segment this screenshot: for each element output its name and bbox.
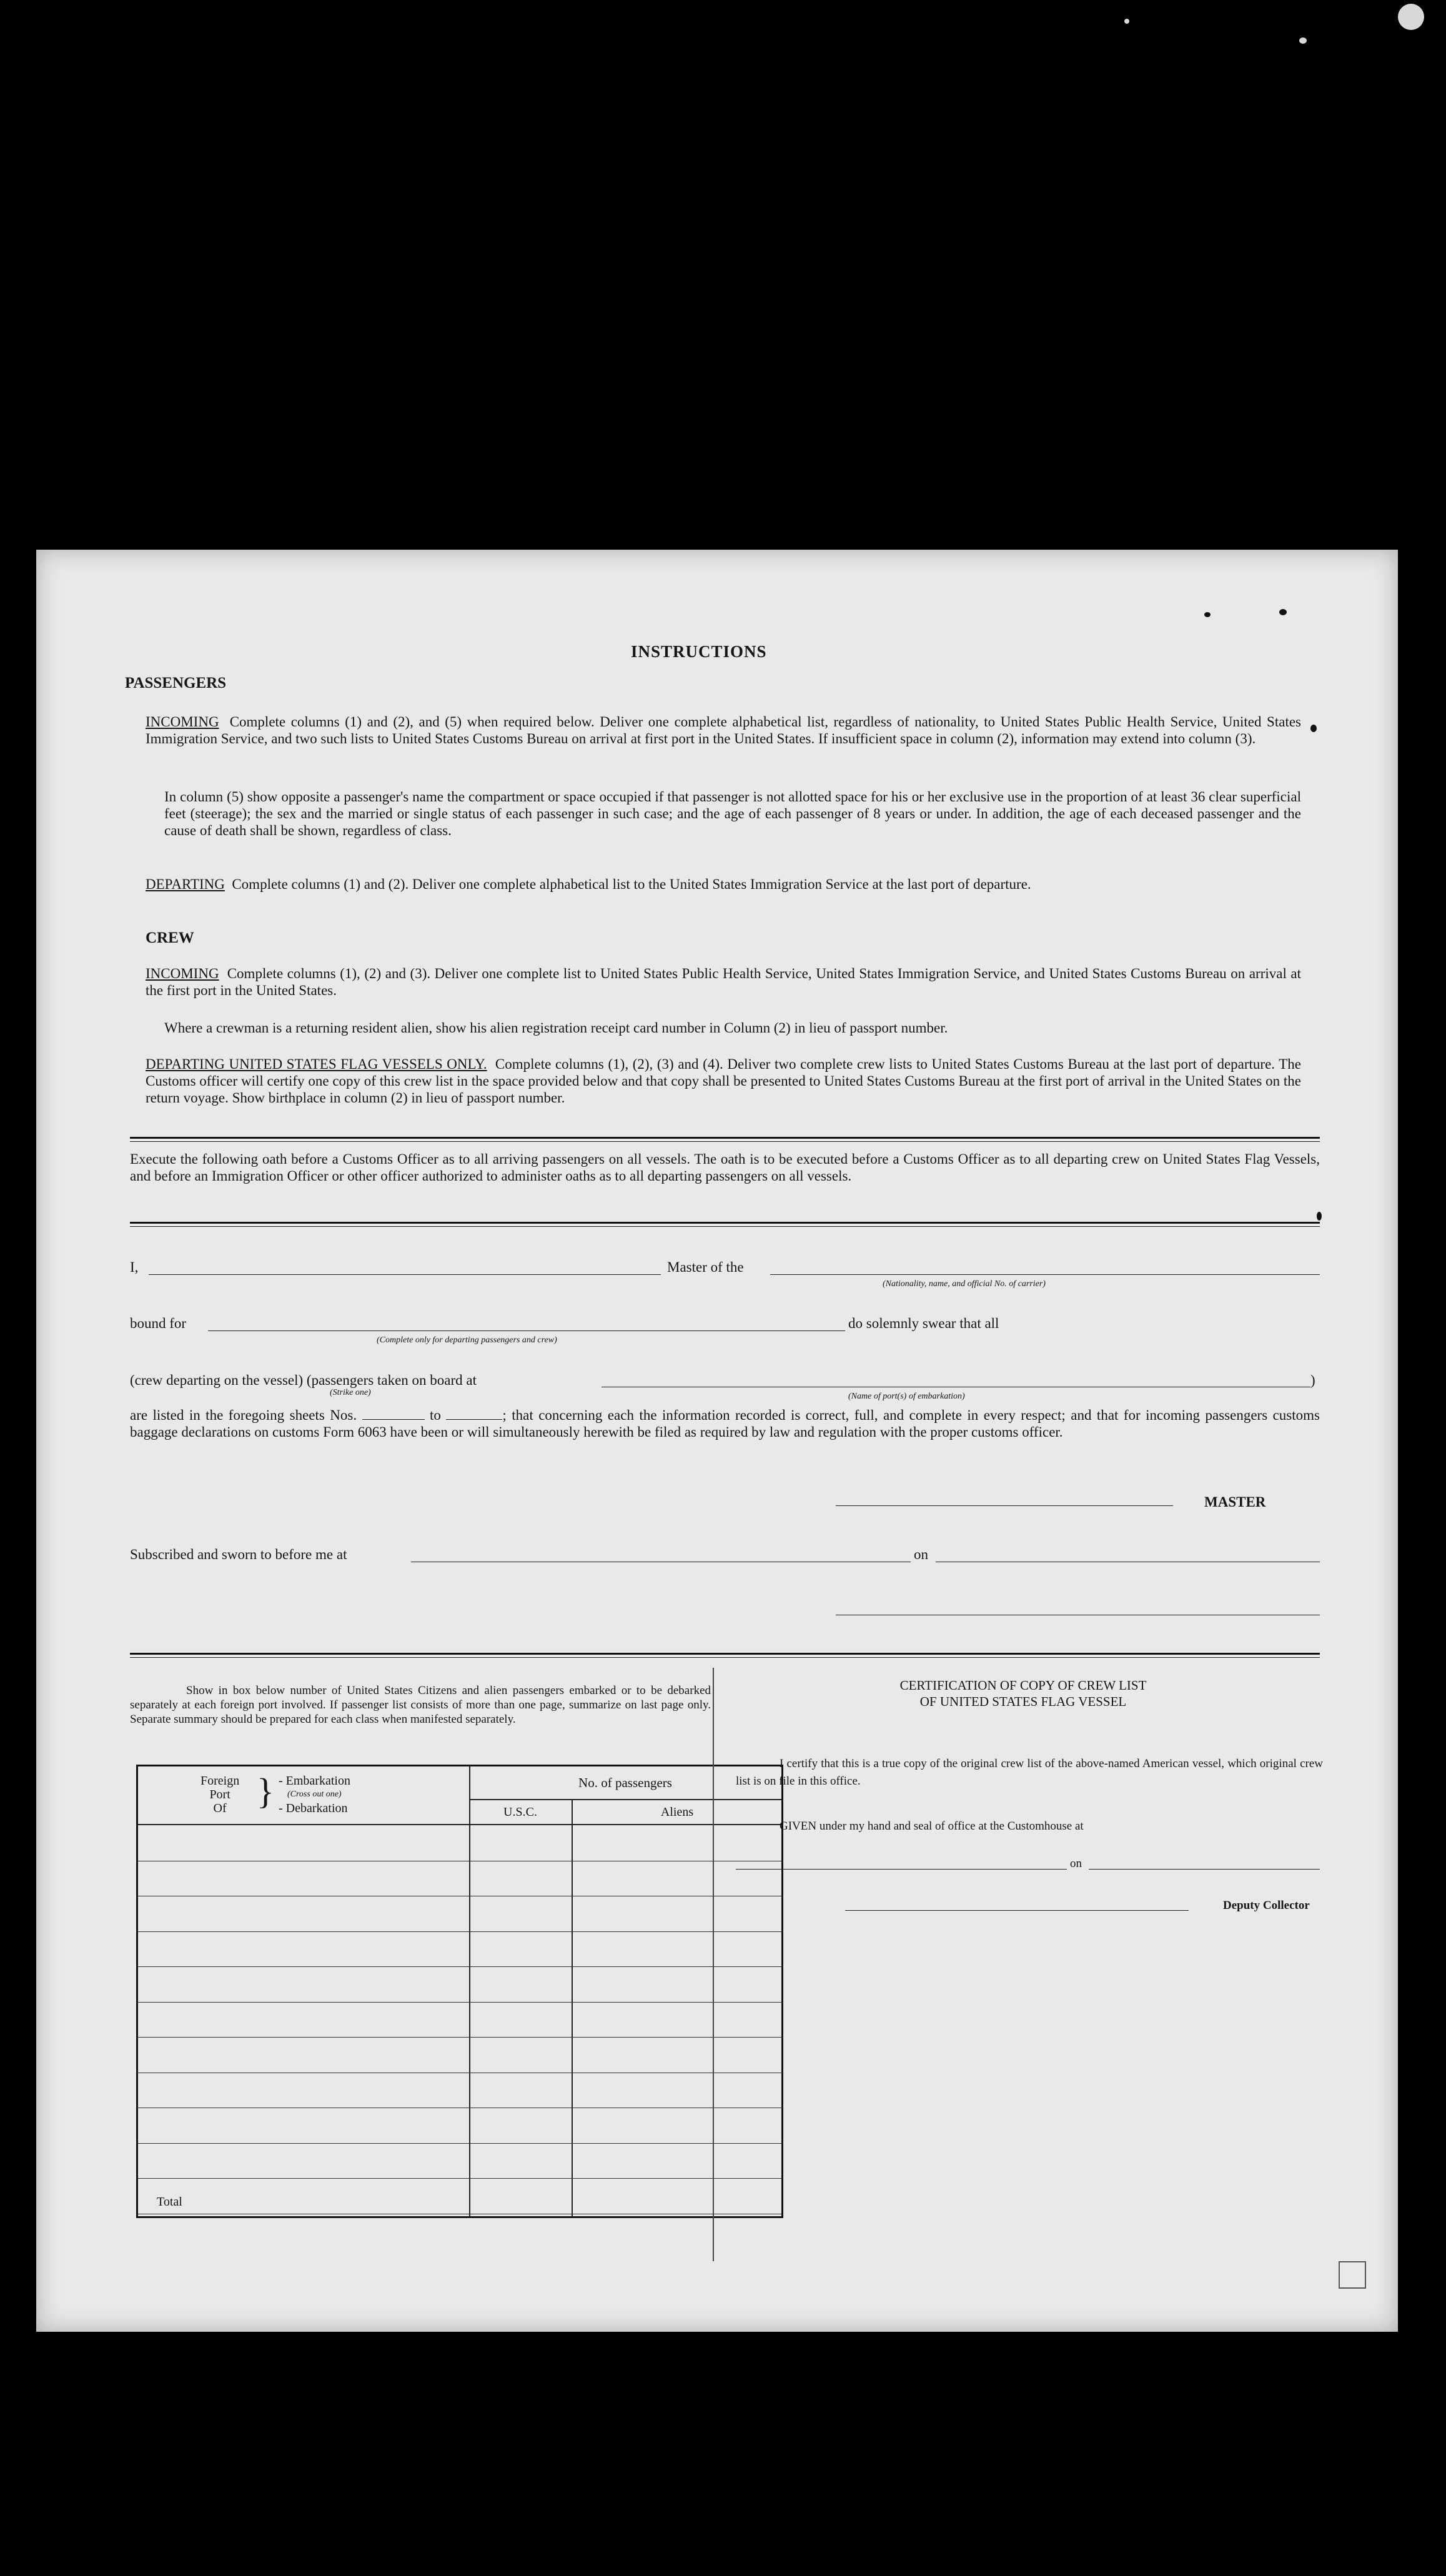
passengers-heading: PASSENGERS: [125, 675, 227, 691]
departing-text: Complete columns (1) and (2). Deliver one complete alphabetical list to the United States Immigration Service at the last port of departure.: [232, 876, 1031, 892]
crew-departing-text: Complete columns (1), (2), (3) and (4). Deliver two complete crew lists to United States Customs Bureau at the last port of departure. The Customs officer will certify one copy of this crew list in the space provided below and that copy shall be presented to United States Customs Bureau at the first port of arrival in the United States on the return voyage. Show birthplace in column (2) in lieu of passport number.: [146, 1056, 1302, 1106]
cert-on: on: [1070, 1857, 1082, 1870]
crew-incoming-label: INCOMING: [146, 966, 219, 981]
deputy-signature-line[interactable]: [845, 1910, 1189, 1911]
brace: }: [257, 1771, 274, 1811]
num-passengers-header: No. of passengers: [578, 1775, 672, 1790]
table-col-divider: [469, 1766, 470, 2216]
crew-incoming-text: Complete columns (1), (2) and (3). Deliver one complete list to United States Public Health Service, United States Immigration Service, and United States Customs Bureau on arrival at the first port in the United States.: [146, 966, 1302, 998]
film-speck: [1299, 37, 1307, 44]
crew-incoming-paragraph: [146, 965, 1301, 999]
certification-title: [823, 1677, 1223, 1710]
table-row-line: [138, 2143, 781, 2144]
given-text: GIVEN under my hand and seal of office at the Customhouse at: [780, 1820, 1084, 1833]
embark-options: [279, 1774, 350, 1815]
of-label: Of: [213, 1801, 227, 1815]
incoming-paragraph: [146, 713, 1301, 747]
cert-title-line-2: OF UNITED STATES FLAG VESSEL: [919, 1694, 1127, 1709]
crew-heading: CREW: [146, 929, 194, 946]
table-header-bottom: [138, 1824, 781, 1825]
departing-paragraph: [146, 876, 1301, 893]
deputy-collector-label: Deputy Collector: [1223, 1899, 1310, 1912]
total-label: Total: [157, 2195, 182, 2209]
sheet-from-blank[interactable]: [362, 1419, 425, 1420]
section-divider: [130, 1141, 1320, 1142]
film-speck: [1124, 19, 1129, 24]
oath-nationality-hint: (Nationality, name, and official No. of carrier): [883, 1279, 1046, 1289]
oath-swear: do solemnly swear that all: [848, 1315, 999, 1331]
oath-crew-departing: (crew departing on the vessel) (passengers taken on board at: [130, 1372, 477, 1388]
document-page: [36, 550, 1398, 2332]
master-label: MASTER: [1204, 1494, 1266, 1510]
oath-strike-hint: (Strike one): [330, 1388, 371, 1397]
crew-departing-paragraph: [146, 1056, 1301, 1106]
ink-mark: [1317, 1212, 1322, 1221]
oath-bound-for: bound for: [130, 1315, 187, 1331]
ink-mark: [1279, 609, 1287, 615]
section-divider: [130, 1653, 1320, 1655]
section-divider: [130, 1137, 1320, 1139]
oath-bound-line[interactable]: [208, 1330, 845, 1331]
cert-date-line[interactable]: [1089, 1869, 1320, 1870]
cert-text: I certify that this is a true copy of the original crew list of the above-named American vessel, which original crew list is on file in this office.: [736, 1757, 1323, 1788]
page-title: INSTRUCTIONS: [631, 642, 767, 661]
oath-bound-hint: (Complete only for departing passengers and crew): [377, 1335, 557, 1345]
oath-ports-hint: (Name of port(s) of embarkation): [848, 1392, 965, 1401]
incoming-label: INCOMING: [146, 714, 219, 730]
table-col-foreign-port: [201, 1774, 239, 1815]
master-signature-line[interactable]: [836, 1505, 1173, 1506]
section-divider: [130, 1226, 1320, 1227]
table-row-line: [138, 2178, 781, 2179]
column5-paragraph: In column (5) show opposite a passenger's name the compartment or space occupied if that passenger is not allotted space for his or her exclusive use in the proportion of at least 36 clear superficial feet (steerage); the sex and the married or single status of each passenger in such case; and the age of each passenger of 8 years or under. In addition, the age of each deceased passenger and the cause of death shall be shown, regardless of class.: [164, 789, 1301, 838]
subscribed-text: Subscribed and sworn to before me at: [130, 1547, 347, 1562]
passenger-summary-table: [136, 1765, 783, 2218]
bleed-through: [742, 1380, 753, 1402]
oath-listed-2: ; that concerning each the information recorded is correct, full, and complete in every respect; and that for incoming passengers customs baggage declarations on customs Form 6063 have been or will simultaneously herewith be filed as required by law and regulation with the proper customs officer.: [130, 1407, 1320, 1440]
oath-intro: Execute the following oath before a Customs Officer as to all arriving passengers on all vessels. The oath is to be executed before a Customs Officer as to all departing crew on United States Flag Vessels, and before an Immigration Officer or other officer authorized to administer oaths as to all departing passengers on all vessels.: [130, 1151, 1320, 1184]
oath-close-paren: ): [1310, 1372, 1315, 1388]
table-row-line: [138, 2037, 781, 2038]
oath-to: to: [430, 1407, 441, 1423]
crew-departing-label: DEPARTING UNITED STATES FLAG VESSELS ONLY.: [146, 1056, 487, 1072]
cross-out-hint: (Cross out one): [287, 1790, 342, 1799]
box-instructions: Show in box below number of United States Citizens and alien passengers embarked or to be debarked separately at each foreign port involved. If passenger list consists of more than one page, summarize on last page only. Separate summary should be prepared for each class when manifested separately.: [130, 1684, 711, 1726]
table-row-line: [138, 2002, 781, 2003]
table-row-line: [138, 1966, 781, 1967]
table-header-divider: [469, 1799, 781, 1800]
crew-resident-paragraph: Where a crewman is a returning resident alien, show his alien registration receipt card number in Column (2) in lieu of passport number.: [164, 1020, 948, 1036]
sheet-to-blank[interactable]: [446, 1419, 502, 1420]
incoming-text: Complete columns (1) and (2), and (5) when required below. Deliver one complete alphabetical list, regardless of nationality, to United States Public Health Service, United States Immigration Service, and two such lists to United States Customs Bureau on arrival at first port in the United States. If insufficient space in column (2), information may extend into column (3).: [146, 714, 1301, 746]
table-col-divider: [572, 1799, 573, 2216]
cert-title-line-1: CERTIFICATION OF COPY OF CREW LIST: [899, 1678, 1147, 1693]
port-label: Port: [209, 1788, 230, 1801]
embarkation-option[interactable]: - Embarkation: [279, 1774, 350, 1788]
aliens-header: Aliens: [660, 1805, 694, 1819]
oath-master-of: Master of the: [667, 1259, 744, 1275]
subscribed-on: on: [914, 1547, 928, 1562]
section-divider: [130, 1657, 1320, 1658]
oath-name-line[interactable]: [149, 1274, 661, 1275]
oath-vessel-line[interactable]: [770, 1274, 1320, 1275]
oath-listed-1: are listed in the foregoing sheets Nos.: [130, 1407, 357, 1423]
table-row-line: [138, 1931, 781, 1932]
cert-place-line[interactable]: [736, 1869, 1067, 1870]
oath-listed-paragraph: [130, 1407, 1320, 1440]
corner-mark: [1339, 2261, 1366, 2289]
film-speck: [1398, 4, 1424, 30]
oath-i-label: I,: [130, 1259, 139, 1275]
section-divider: [130, 1222, 1320, 1224]
debarkation-option[interactable]: - Debarkation: [279, 1801, 348, 1815]
departing-label: DEPARTING: [146, 876, 225, 892]
ink-mark: [1310, 725, 1317, 732]
vertical-divider: [713, 1668, 714, 2261]
ink-mark: [1204, 612, 1211, 617]
usc-header: U.S.C.: [503, 1805, 537, 1819]
foreign-label: Foreign: [201, 1774, 240, 1788]
